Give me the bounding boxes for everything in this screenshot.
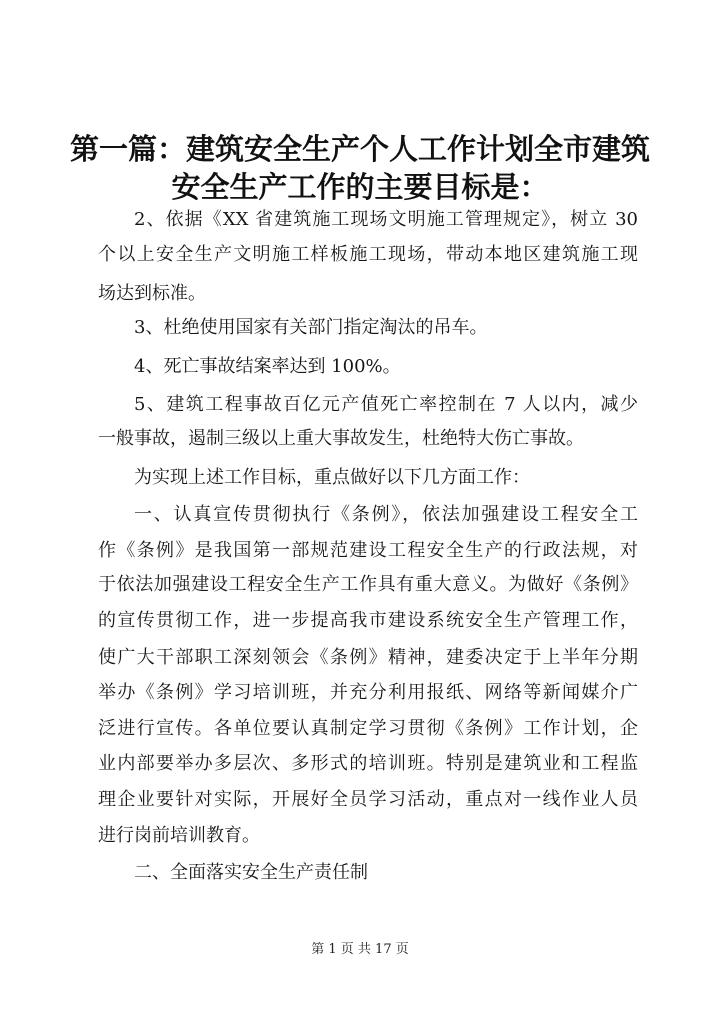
- paragraph-line: 业内部要举办多层次、多形式的培训班。特别是建筑业和工程监: [98, 753, 638, 774]
- document-title-line-2: 安全生产工作的主要目标是：: [171, 170, 549, 204]
- paragraph-line: 个以上安全生产文明施工样板施工现场，带动本地区建筑施工现: [98, 244, 638, 265]
- paragraph-line: 理企业要针对实际，开展好全员学习活动，重点对一线作业人员: [98, 789, 638, 810]
- paragraph-line: 举办《条例》学习培训班，并充分利用报纸、网络等新闻媒介广: [98, 682, 638, 703]
- document-title-line-1: 第一篇：建筑安全生产个人工作计划全市建筑: [69, 132, 650, 166]
- paragraph-line: 3、杜绝使用国家有关部门指定淘汰的吊车。: [134, 317, 488, 338]
- paragraph-line: 为实现上述工作目标，重点做好以下几方面工作：: [134, 467, 530, 488]
- paragraph-line: 泛进行宣传。各单位要认真制定学习贯彻《条例》工作计划，企: [98, 718, 638, 739]
- paragraph-line: 一、认真宣传贯彻执行《条例》，依法加强建设工程安全工: [134, 504, 638, 525]
- paragraph-line: 的宣传贯彻工作，进一步提高我市建设系统安全生产管理工作，: [98, 610, 638, 631]
- paragraph-line: 进行岗前培训教育。: [98, 825, 260, 846]
- paragraph-line: 场达到标准。: [98, 283, 206, 304]
- paragraph-line: 使广大干部职工深刻领会《条例》精神，建委决定于上半年分期: [98, 647, 638, 668]
- section-heading: 二、全面落实安全生产责任制: [134, 862, 368, 883]
- paragraph-line: 5、建筑工程事故百亿元产值死亡率控制在 7 人以内，减少: [134, 394, 638, 415]
- paragraph-line: 作《条例》是我国第一部规范建设工程安全生产的行政法规，对: [98, 540, 638, 561]
- paragraph-line: 4、死亡事故结案率达到 100%。: [134, 356, 401, 377]
- paragraph-line: 2、依据《XX 省建筑施工现场文明施工管理规定》，树立 30: [134, 209, 638, 230]
- paragraph-line: 一般事故，遏制三级以上重大事故发生，杜绝特大伤亡事故。: [98, 428, 584, 449]
- paragraph-line: 于依法加强建设工程安全生产工作具有重大意义。为做好《条例》: [98, 574, 638, 595]
- page-footer: 第 1 页 共 17 页: [311, 942, 409, 957]
